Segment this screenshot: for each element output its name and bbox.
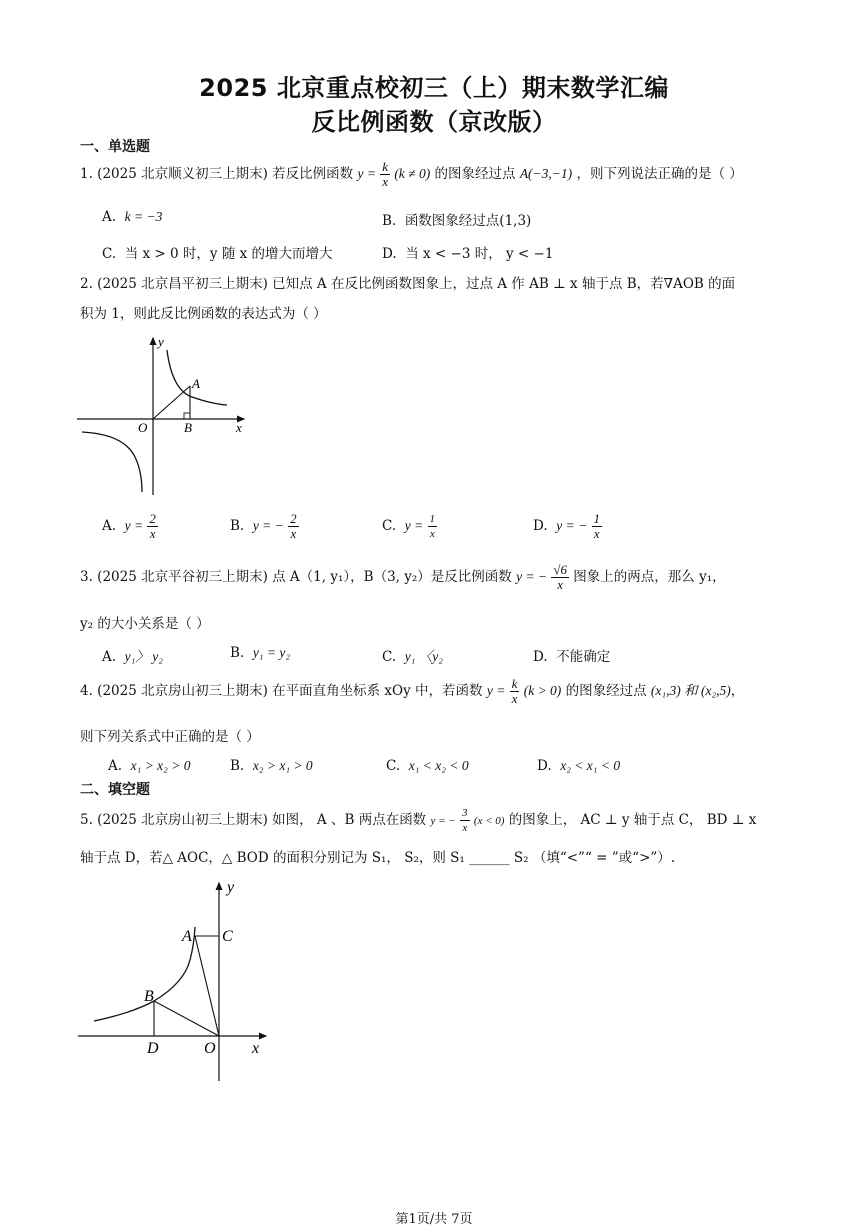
q4-option-b-text: x₂ > x₁ > 0: [252, 758, 313, 773]
q1-option-a-label: A.: [102, 209, 117, 225]
q3-stem-a: 3. (2025 北京平谷初三上期末) 点 A（1, y₁），B（3, y₂）是反比例函数: [80, 569, 512, 585]
q5-curve: [94, 927, 195, 1021]
q5-label-c: C: [222, 928, 233, 945]
q2-option-b-den: x: [290, 526, 297, 541]
q4-option-b-label: B.: [230, 758, 245, 774]
q4-option-d[interactable]: [537, 758, 620, 774]
q4-option-a-text: x₁ > x₂ > 0: [130, 758, 191, 773]
q1-option-d-label: D.: [382, 246, 397, 262]
q2-option-d-num: 1: [593, 511, 600, 526]
question-3: [80, 563, 726, 592]
q2-label-y: y: [158, 334, 164, 349]
doc-subtitle: 反比例函数（京改版）: [311, 108, 557, 136]
question-5: [80, 806, 756, 835]
q5-label-x: x: [252, 1040, 260, 1057]
q3-option-a[interactable]: [102, 645, 163, 665]
q2-option-c-num: 1: [429, 513, 436, 525]
q2-option-b-num: 2: [290, 511, 297, 526]
q2-line-2: 积为 1，则此反比例函数的表达式为（ ）: [80, 306, 327, 322]
q1-option-b-label: B.: [382, 213, 397, 229]
q4-func-den: x: [511, 691, 518, 706]
q2-right-angle-mark: [184, 413, 190, 419]
q1-option-a[interactable]: [102, 209, 162, 225]
q4-stem-b: 的图象经过点: [565, 683, 647, 699]
q3-option-c[interactable]: [382, 645, 443, 665]
q2-option-c-den: x: [429, 528, 435, 540]
q4-option-c[interactable]: [386, 758, 469, 774]
q3-option-a-label: A.: [102, 649, 117, 665]
q5-line-2: 轴于点 D，若△ AOC，△ BOD 的面积分别记为 S₁， S₂，则 S₁ ______ S₂ （填“<”“ = ”或“>”）.: [80, 850, 676, 866]
q2-option-d-den: x: [593, 526, 600, 541]
q2-line-1: 2. (2025 北京昌平初三上期末) 已知点 A 在反比例函数图象上，过点 A 作 AB ⊥ x 轴于点 B，若∇AOB 的面: [80, 276, 736, 292]
page-footer: 第1页/共 7页: [395, 1212, 473, 1227]
q1-stem-a: 1. (2025 北京顺义初三上期末) 若反比例函数: [80, 166, 354, 182]
q5-label-b: B: [144, 988, 154, 1005]
q1-func-fraction: [380, 160, 390, 189]
q3-option-c-label: C.: [382, 649, 397, 665]
q3-option-d-label: D.: [533, 649, 548, 665]
q2-option-b[interactable]: [230, 512, 299, 541]
q4-option-a[interactable]: [108, 758, 190, 774]
q5-func-cond: (x < 0): [473, 815, 505, 827]
q1-option-a-text: k = −3: [124, 209, 163, 224]
q4-option-c-text: x₁ < x₂ < 0: [408, 758, 469, 773]
q1-option-c-text: 当 x > 0 时，y 随 x 的增大而增大: [124, 246, 333, 262]
q5-label-y: y: [227, 879, 235, 896]
q3-func-num: √6: [553, 562, 567, 577]
q5-stem-b: 的图象上， AC ⊥ y 轴于点 C， BD ⊥ x: [508, 812, 757, 828]
q4-func-num: k: [511, 676, 518, 691]
q2-option-c-lhs: y =: [404, 518, 424, 533]
q4-option-b[interactable]: [230, 758, 313, 774]
q4-line-2: 则下列关系式中正确的是（ ）: [80, 729, 260, 745]
doc-title: 2025 北京重点校初三（上）期末数学汇编: [199, 74, 669, 102]
q5-label-d: D: [147, 1040, 159, 1057]
q2-option-a[interactable]: [102, 512, 158, 541]
q5-figure: [72, 875, 272, 1085]
section-fill-blank: 二、填空题: [80, 782, 150, 798]
q2-option-d-lhs: y = −: [556, 518, 588, 533]
q2-option-d[interactable]: [533, 512, 602, 541]
q2-option-c-label: C.: [382, 518, 397, 534]
q5-func-den: x: [462, 822, 468, 834]
section-single-choice: 一、单选题: [80, 139, 150, 155]
q4-stem-a: 4. (2025 北京房山初三上期末) 在平面直角坐标系 xOy 中，若函数: [80, 683, 483, 699]
q2-option-a-label: A.: [102, 518, 117, 534]
q4-func-cond: (k > 0): [523, 683, 562, 698]
q3-stem-b: 图象上的两点，那么 y₁，: [573, 569, 726, 585]
q4-func-lhs: y =: [486, 683, 506, 698]
q3-option-b-label: B.: [230, 645, 245, 661]
q3-option-d-text: 不能确定: [556, 649, 611, 665]
question-1: [80, 160, 743, 189]
q4-option-c-label: C.: [386, 758, 401, 774]
q2-label-x: x: [236, 420, 242, 435]
q4-option-d-text: x₂ < x₁ < 0: [560, 758, 621, 773]
q5-label-o: O: [204, 1040, 216, 1057]
q1-option-b-text: 函数图象经过点(1,3): [404, 213, 532, 229]
q3-line-2: y₂ 的大小关系是（ ）: [80, 616, 210, 632]
q2-option-b-lhs: y = −: [252, 518, 284, 533]
q2-label-o: O: [138, 420, 148, 435]
q2-option-a-lhs: y =: [124, 518, 144, 533]
q2-figure: [72, 330, 252, 500]
q1-option-c[interactable]: [102, 242, 333, 262]
q4-points: (x₁,3) 和 (x₂,5): [650, 683, 731, 698]
q1-option-c-label: C.: [102, 246, 117, 262]
q3-option-a-text: y₁〉 y₂: [124, 649, 163, 664]
q2-option-a-den: x: [149, 526, 156, 541]
q3-func-den: x: [557, 577, 564, 592]
q2-option-d-label: D.: [533, 518, 548, 534]
question-4: [80, 677, 744, 706]
q5-func-num: 3: [462, 807, 468, 819]
q2-option-a-num: 2: [149, 511, 156, 526]
q5-stem-a: 5. (2025 北京房山初三上期末) 如图， A 、B 两点在函数: [80, 812, 427, 828]
q5-label-a: A: [182, 928, 192, 945]
q2-option-b-label: B.: [230, 518, 245, 534]
q2-label-a: A: [192, 376, 200, 391]
q3-func-lhs: y = −: [516, 569, 548, 584]
q5-segment-ao: [195, 936, 219, 1036]
q1-option-d-text: 当 x < −3 时， y < −1: [405, 246, 554, 262]
q1-stem-c: ，则下列说法正确的是（ ）: [576, 166, 743, 182]
q4-option-d-label: D.: [537, 758, 552, 774]
q4-option-a-label: A.: [108, 758, 123, 774]
q5-segment-bo: [154, 1001, 219, 1036]
q3-option-c-text: y₁ 〈y₂: [404, 649, 443, 664]
q1-stem-b: 的图象经过点: [434, 166, 516, 182]
q3-option-d[interactable]: [533, 645, 610, 665]
q5-func-lhs: y = −: [430, 815, 456, 827]
q3-option-b[interactable]: [230, 645, 290, 661]
q1-point: A(−3,−1): [519, 166, 573, 181]
q1-func-num: k: [382, 159, 389, 174]
q1-func-cond: (k ≠ 0): [394, 166, 431, 181]
q1-option-b[interactable]: [382, 209, 531, 229]
q2-option-c[interactable]: [382, 512, 437, 541]
q1-option-d[interactable]: [382, 242, 553, 262]
q4-stem-c: ，: [730, 683, 745, 699]
q3-option-b-text: y₁ = y₂: [252, 645, 291, 660]
q2-label-b: B: [184, 420, 192, 435]
q1-func-den: x: [382, 174, 389, 189]
q2-curve-q3: [82, 432, 142, 492]
q1-func-lhs: y =: [357, 166, 376, 181]
